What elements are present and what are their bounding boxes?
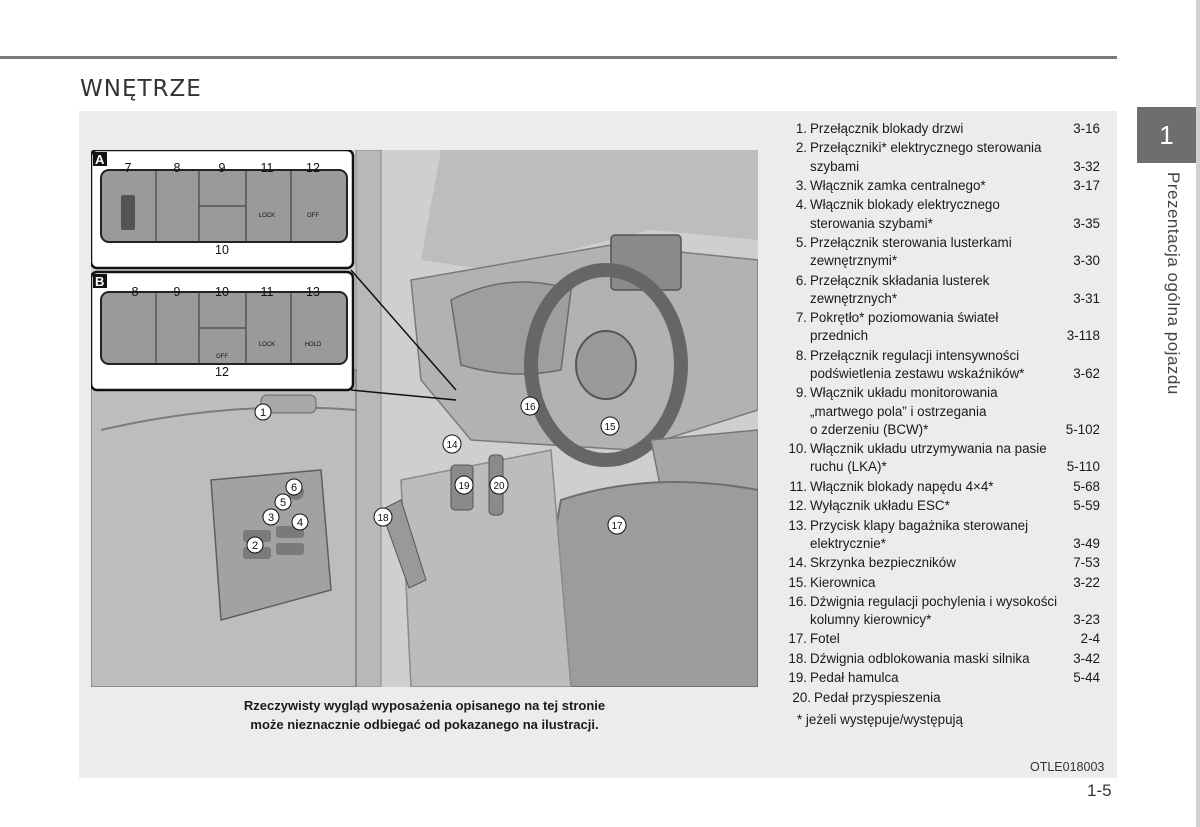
legend-item [786, 517, 1100, 553]
legend-number: 19. [788, 670, 807, 686]
legend-line [810, 650, 1100, 668]
legend-item [786, 440, 1100, 476]
legend-label [810, 517, 1100, 553]
legend-item [786, 650, 1100, 668]
legend-item [786, 234, 1100, 270]
legend-label [810, 139, 1100, 175]
legend-label [814, 689, 1100, 707]
legend-line [810, 252, 1100, 270]
legend-text: ruchu (LKA)* [810, 459, 887, 475]
legend-item [786, 177, 1100, 195]
caption-line: może nieznacznie odbiegać od pokazanego na ilustracji. [250, 717, 599, 732]
legend-label [810, 234, 1100, 270]
legend-page: 3-118 [1066, 328, 1100, 344]
section-title: WNĘTRZE [80, 76, 202, 102]
lock-text: LOCK [258, 213, 276, 219]
legend-label [810, 384, 1100, 439]
legend-label [810, 593, 1100, 629]
legend-text: Włącznik blokady napędu 4×4* [810, 478, 994, 494]
legend-line [810, 384, 1100, 402]
legend-text: Dźwignia odblokowania maski silnika [810, 650, 1030, 666]
legend-label [810, 669, 1100, 687]
legend-item [786, 384, 1100, 439]
panel-b-label: 12 [215, 365, 229, 379]
legend-label [810, 272, 1100, 308]
callout-label: 18 [377, 513, 389, 524]
legend-line [810, 535, 1100, 553]
legend-text: Kierownica [810, 574, 876, 590]
legend-item [786, 272, 1100, 308]
chapter-tab: 1 [1137, 107, 1196, 163]
legend-number: 5. [795, 234, 807, 250]
legend-line [814, 689, 1100, 707]
legend-item [786, 689, 1100, 707]
legend-line [810, 309, 1100, 327]
legend-number: 4. [795, 197, 807, 213]
legend-number: 12. [788, 498, 807, 514]
caption-line: Rzeczywisty wygląd wyposażenia opisanego na tej stronie [243, 698, 606, 713]
legend-text: Przełączniki* elektrycznego sterowania [810, 140, 1042, 156]
legend-line [810, 139, 1100, 157]
illustration-caption [91, 696, 758, 734]
legend-page: 5-110 [1066, 459, 1100, 475]
legend-item [786, 593, 1100, 629]
legend-label [810, 347, 1100, 383]
callout-label: 16 [524, 402, 536, 413]
legend-number: 14. [788, 555, 807, 571]
callout-label: 3 [267, 512, 275, 524]
image-code: OTLE018003 [1030, 760, 1105, 774]
legend-text: Przycisk klapy bagażnika sterowanej [810, 517, 1029, 533]
top-rule [0, 56, 1117, 59]
legend-line [810, 611, 1100, 629]
legend-page: 3-31 [1073, 290, 1100, 306]
legend-label [810, 177, 1100, 195]
callout-label: 1 [259, 407, 267, 419]
legend-text: Pedał hamulca [810, 670, 899, 686]
legend-number: 1. [795, 121, 807, 136]
legend-label [810, 650, 1100, 668]
panel-b-label: 11 [260, 285, 274, 299]
legend-line [810, 458, 1100, 476]
legend-label [810, 497, 1100, 515]
legend-line [810, 177, 1100, 195]
legend-text: Dźwignia regulacji pochylenia i wysokości [810, 593, 1058, 609]
legend-label [810, 478, 1100, 496]
callout-label: 4 [296, 517, 304, 529]
callout-label: 15 [604, 422, 616, 433]
hold-text: HOLD [304, 342, 322, 348]
legend-page: 3-49 [1073, 535, 1100, 551]
legend-page: 3-22 [1073, 574, 1100, 590]
legend-page: 2-4 [1080, 631, 1100, 647]
legend-page [1060, 689, 1100, 707]
legend-text: Włącznik blokady elektrycznego [810, 197, 1000, 213]
legend-line [810, 497, 1100, 515]
legend-number: 13. [788, 517, 807, 533]
legend-text: Przełącznik blokady drzwi [810, 121, 964, 136]
panel-b-label: 9 [173, 285, 181, 299]
panel-a-label: 8 [173, 161, 181, 175]
legend-number: 18. [788, 650, 807, 666]
legend-text: Pedał przyspieszenia [814, 689, 941, 705]
interior-illustration [91, 150, 758, 687]
panel-a-label: 10 [215, 243, 229, 257]
legend-line [810, 554, 1100, 572]
legend-page: 3-62 [1073, 365, 1100, 381]
legend-page: 3-17 [1073, 177, 1100, 193]
panel-a-label: 9 [218, 161, 226, 175]
legend-item [786, 669, 1100, 687]
legend-line [810, 272, 1100, 290]
legend-page: 5-44 [1073, 670, 1100, 686]
panel-b-tag: B [95, 274, 105, 289]
legend-item [786, 139, 1100, 175]
page-edge-bar [1196, 0, 1200, 827]
legend-label [810, 574, 1100, 592]
legend-item [786, 478, 1100, 496]
legend-page: 7-53 [1073, 555, 1100, 571]
legend-item [786, 196, 1100, 232]
legend-line [810, 630, 1100, 648]
legend-line [810, 669, 1100, 687]
legend-line [810, 421, 1100, 439]
legend-text: zewnętrznych* [810, 290, 898, 306]
off-text: OFF [216, 354, 228, 360]
page-number: 1-5 [1087, 781, 1112, 800]
legend-label [810, 440, 1100, 476]
legend-line [810, 215, 1100, 233]
legend-number: 3. [795, 177, 807, 193]
panel-b-label: 13 [306, 285, 320, 299]
legend-page: 5-59 [1073, 498, 1100, 514]
legend-line [810, 365, 1100, 383]
legend-line [810, 574, 1100, 592]
legend-number: 11. [789, 478, 807, 494]
legend-line [810, 327, 1100, 345]
legend-page: 3-35 [1073, 215, 1100, 231]
footnote: * jeżeli występuje/występują [797, 712, 963, 727]
legend-item [786, 497, 1100, 515]
legend-label [810, 196, 1100, 232]
legend-item [786, 309, 1100, 345]
legend-number: 20. [792, 689, 811, 705]
legend-label [810, 120, 1100, 138]
callout-label: 17 [611, 521, 623, 532]
legend-label [810, 630, 1100, 648]
legend-line [810, 158, 1100, 176]
legend-text: Przełącznik składania lusterek [810, 272, 990, 288]
switch-panel-b [91, 272, 353, 390]
legend-text: zewnętrznymi* [810, 253, 898, 269]
legend-text: kolumny kierownicy* [810, 612, 932, 628]
legend-line [810, 478, 1100, 496]
switch-panel-a [91, 150, 353, 268]
window-switch [276, 543, 304, 555]
callout-label: 19 [458, 481, 470, 492]
legend-line [810, 440, 1100, 458]
chapter-name: Prezentacja ogólna pojazdu [1164, 172, 1183, 395]
legend-number: 17. [788, 631, 807, 647]
legend-text: Włącznik układu utrzymywania na pasie [810, 441, 1047, 457]
panel-b-label: 10 [215, 285, 229, 299]
legend-page: 5-102 [1065, 421, 1100, 437]
legend-label [810, 309, 1100, 345]
callout-label: 5 [279, 497, 287, 509]
legend-number: 2. [795, 140, 807, 156]
legend-line [810, 347, 1100, 365]
legend-number: 6. [795, 272, 807, 288]
floor-mat [401, 450, 571, 687]
legend-line [810, 120, 1100, 138]
legend-line [810, 290, 1100, 308]
legend-item [786, 554, 1100, 572]
legend-text: Wyłącznik układu ESC* [810, 498, 950, 514]
legend-text: Włącznik zamka centralnego* [810, 177, 986, 193]
legend-number: 9. [795, 385, 807, 401]
off-text: OFF [307, 213, 319, 219]
legend-number: 16. [788, 593, 807, 609]
legend-page: 3-23 [1073, 612, 1100, 628]
interior-drawing [91, 150, 758, 687]
legend-text: „martwego pola” i ostrzegania [810, 403, 987, 419]
legend-text: Przełącznik regulacji intensywności [810, 347, 1020, 363]
driver-seat [551, 482, 758, 687]
legend-page: 3-32 [1073, 158, 1100, 174]
legend-text: Włącznik układu monitorowania [810, 385, 998, 401]
legend-text: o zderzeniu (BCW)* [810, 421, 929, 437]
panel-a-label: 12 [306, 161, 320, 175]
legend-number: 15. [788, 574, 807, 590]
legend-page: 3-30 [1073, 253, 1100, 269]
legend-item [786, 347, 1100, 383]
legend-line [810, 196, 1100, 214]
callout-label: 20 [493, 481, 505, 492]
legend-list [786, 120, 1100, 708]
legend-text: przednich [810, 328, 869, 344]
legend-line [810, 593, 1100, 611]
a-pillar [356, 150, 381, 687]
legend-line [810, 403, 1100, 421]
legend-text: szybami [810, 158, 860, 174]
legend-number: 8. [795, 347, 807, 363]
legend-text: Pokrętło* poziomowania świateł [810, 310, 999, 326]
legend-text: sterowania szybami* [810, 215, 933, 231]
legend-page: 3-16 [1073, 121, 1100, 136]
legend-page: 3-42 [1073, 650, 1100, 666]
legend-number: 7. [795, 310, 807, 326]
legend-line [810, 234, 1100, 252]
legend-text: Fotel [810, 631, 840, 647]
panel-b-label: 8 [131, 285, 139, 299]
steering-hub [576, 331, 636, 399]
legend-line [810, 517, 1100, 535]
legend-text: elektrycznie* [810, 535, 886, 551]
panel-a-label: 7 [124, 161, 132, 175]
headlight-leveling-dial [121, 195, 135, 230]
callout-label: 2 [251, 540, 259, 552]
callout-label: 14 [446, 440, 458, 451]
legend-item [786, 630, 1100, 648]
legend-text: Skrzynka bezpieczników [810, 555, 956, 571]
lock-text: LOCK [258, 342, 276, 348]
legend-item [786, 574, 1100, 592]
legend-label [810, 554, 1100, 572]
legend-text: Przełącznik sterowania lusterkami [810, 234, 1012, 250]
legend-text: podświetlenia zestawu wskaźników* [810, 365, 1025, 381]
callout-label: 6 [290, 482, 298, 494]
legend-number: 10. [788, 441, 807, 457]
panel-a-label: 11 [260, 161, 274, 175]
legend-item [786, 120, 1100, 138]
panel-a-tag: A [95, 152, 105, 167]
legend-page: 5-68 [1073, 478, 1100, 494]
